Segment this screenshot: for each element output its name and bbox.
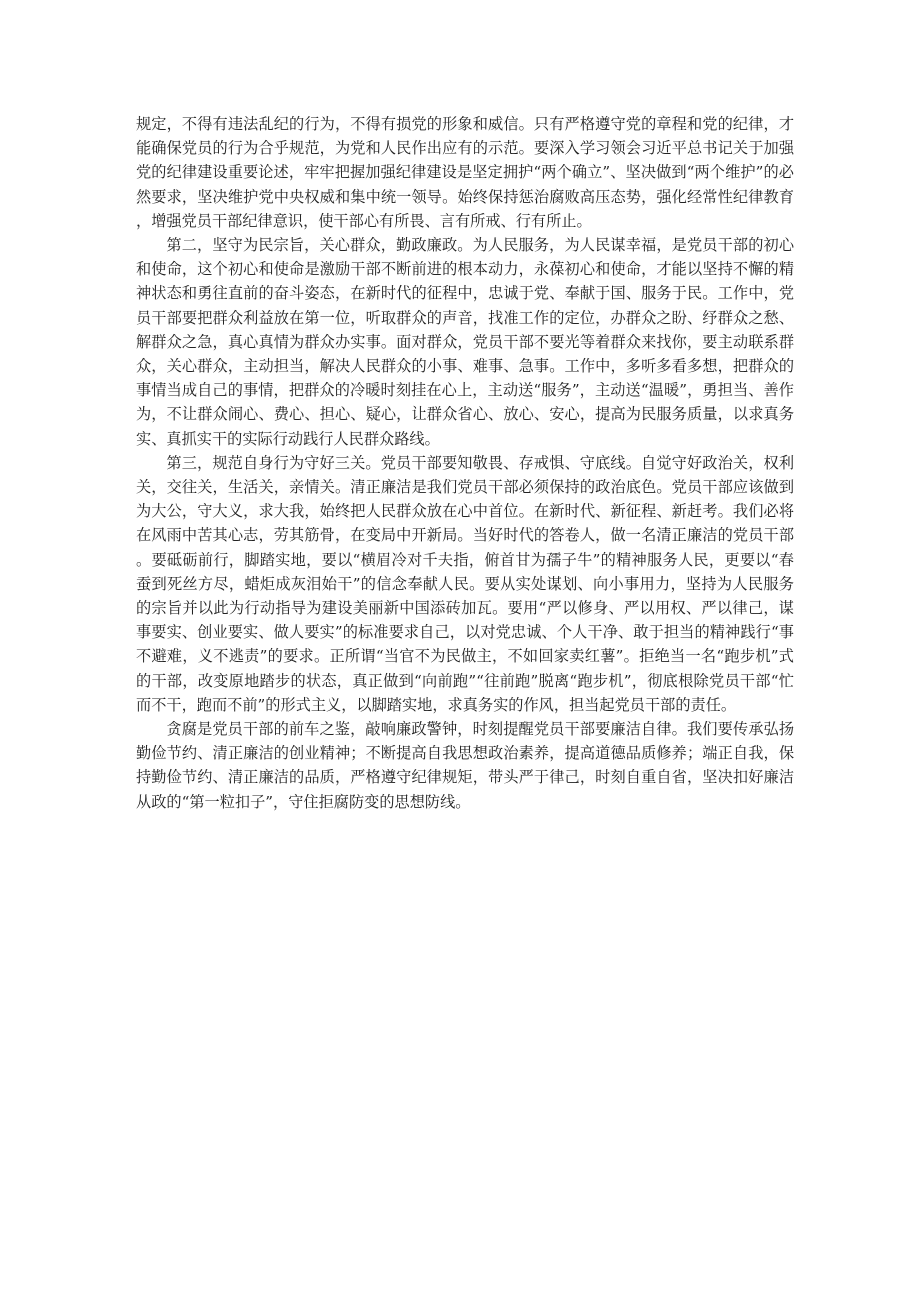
paragraph-3: 第三，规范自身行为守好三关。党员干部要知敬畏、存戒惧、守底线。自觉守好政治关，权利关，交往关，生活关，亲情关。清正廉洁是我们党员干部必须保持的政治底色。党员干部应该做到为大公，守大义，求大我，始终把人民群众放在心中首位。在新时代、新征程、新赶考。我们必将在风雨中苦其心志，劳其筋骨，在变局中开新局。当好时代的答卷人，做一名清正廉洁的党员干部。要砥砺前行，脚踏实地，要以“横眉冷对千夫指，俯首甘为孺子牛”的精神服务人民，更要以“春蚕到死丝方尽，蜡炬成灰泪始干”的信念奉献人民。要从实处谋划、向小事用力，坚持为人民服务的宗旨并以此为行动指导为建设美丽新中国添砖加瓦。要用“严以修身、严以用权、严以律己，谋事要实、创业要实、做人要实”的标准要求自己，以对党忠诚、个人干净、敢于担当的精神践行“事不避难，义不逃责”的要求。正所谓“当官不为民做主，不如回家卖红薯”。拒绝当一名“跑步机”式的干部，改变原地踏步的状态，真正做到“向前跑”“往前跑”脱离“跑步机”，彻底根除党员干部“忙而不干，跑而不前”的形式主义，以脚踏实地，求真务实的作风，担当起党员干部的责任。 (136, 453, 794, 714)
paragraph-4: 贪腐是党员干部的前车之鉴，敲响廉政警钟，时刻提醒党员干部要廉洁自律。我们要传承弘扬勤俭节约、清正廉洁的创业精神；不断提高自我思想政治素养，提高道德品质修养；端正自我，保持勤俭节约、清正廉洁的品质，严格遵守纪律规矩，带头严于律己，时刻自重自省，坚决扣好廉洁从政的“第一粒扣子”，守住拒腐防变的思想防线。 (136, 720, 794, 811)
document-body (136, 112, 794, 814)
paragraph-2: 第二，坚守为民宗旨，关心群众，勤政廉政。为人民服务，为人民谋幸福，是党员干部的初心和使命，这个初心和使命是激励干部不断前进的根本动力，永葆初心和使命，才能以坚持不懈的精神状态和勇往直前的奋斗姿态，在新时代的征程中，忠诚于党、奉献于国、服务于民。工作中，党员干部要把群众利益放在第一位，听取群众的声音，找准工作的定位，办群众之盼、纾群众之愁、解群众之急，真心真情为群众办实事。面对群众，党员干部不要光等着群众来找你，要主动联系群众，关心群众，主动担当，解决人民群众的小事、难事、急事。工作中，多听多看多想，把群众的事情当成自己的事情，把群众的冷暖时刻挂在心上，主动送“服务”，主动送“温暖”，勇担当、善作为，不让群众闹心、费心、担心、疑心，让群众省心、放心、安心，提高为民服务质量，以求真务实、真抓实干的实际行动践行人民群众路线。 (136, 236, 794, 448)
paragraph-1: 规定，不得有违法乱纪的行为，不得有损党的形象和威信。只有严格遵守党的章程和党的纪律，才能确保党员的行为合乎规范，为党和人民作出应有的示范。要深入学习领会习近平总书记关于加强党的纪律建设重要论述，牢牢把握加强纪律建设是坚定拥护“两个确立”、坚决做到“两个维护”的必然要求，坚决维护党中央权威和集中统一领导。始终保持惩治腐败高压态势，强化经常性纪律教育，增强党员干部纪律意识，使干部心有所畏、言有所戒、行有所止。 (136, 115, 794, 230)
